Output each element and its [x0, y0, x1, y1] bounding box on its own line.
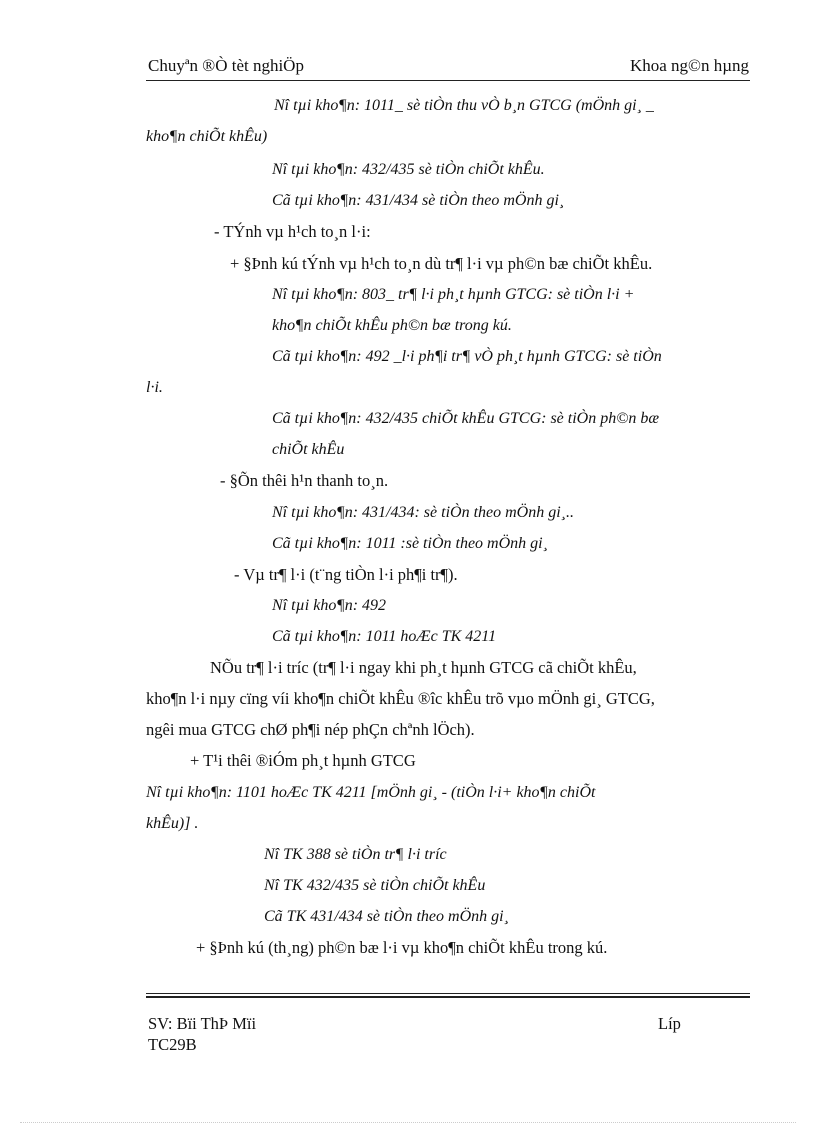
body-line: Nî tµi kho¶n: 803_ tr¶ l·i ph¸t hµnh GTCG: sè tiÒn l·i + [272, 286, 635, 303]
body-line: Cã tµi kho¶n: 1011 :sè tiÒn theo mÖnh gi¸ [272, 535, 548, 552]
body-line: khÊu)] . [146, 815, 199, 832]
body-line: kho¶n chiÕt khÊu ph©n bæ trong kú. [272, 317, 512, 334]
body-line: ngêi mua GTCG chØ ph¶i nép phÇn chªnh lÖch). [146, 720, 475, 739]
body-line: - TÝnh vµ h¹ch to¸n l·i: [214, 222, 371, 241]
body-line: Nî tµi kho¶n: 1011_ sè tiÒn thu vÒ b¸n GTCG (mÖnh gi¸ _ [274, 97, 654, 114]
body-line: Nî tµi kho¶n: 432/435 sè tiÒn chiÕt khÊu. [272, 161, 545, 178]
body-line: chiÕt khÊu [272, 441, 345, 458]
body-line: Cã tµi kho¶n: 432/435 chiÕt khÊu GTCG: sè tiÒn ph©n bæ [272, 410, 660, 427]
body-line: Cã tµi kho¶n: 492 _l·i ph¶i tr¶ vÒ ph¸t hµnh GTCG: sè tiÒn [272, 348, 662, 365]
body-line: - §Õn thêi h¹n thanh to¸n. [220, 471, 389, 490]
body-line: kho¶n l·i nµy cïng víi kho¶n chiÕt khÊu ®îc khÊu trõ vµo mÖnh gi¸ GTCG, [146, 689, 655, 708]
footer-class-label: Líp [658, 1014, 681, 1033]
body-line: Nî TK 432/435 sè tiÒn chiÕt khÊu [264, 877, 486, 894]
body-line: Cã TK 431/434 sè tiÒn theo mÖnh gi¸ [264, 908, 509, 925]
body-line: + §Þnh kú (th¸ng) ph©n bæ l·i vµ kho¶n chiÕt khÊu trong kú. [196, 938, 608, 957]
footer-rule-thick [146, 996, 750, 998]
header-left-title: Chuyªn ®Ò tèt nghiÖp [148, 56, 304, 75]
body-line: - Vµ tr¶ l·i (t¨ng tiÒn l·i ph¶i tr¶). [234, 565, 458, 584]
body-line: kho¶n chiÕt khÊu) [146, 128, 268, 145]
body-line: + T¹i thêi ®iÓm ph¸t hµnh GTCG [190, 751, 416, 770]
body-line: Cã tµi kho¶n: 1011 hoÆc TK 4211 [272, 628, 497, 645]
body-line: l·i. [146, 379, 163, 396]
footer-student-name: SV: Bïi ThÞ Mïi [148, 1014, 257, 1033]
body-line: Nî tµi kho¶n: 1101 hoÆc TK 4211 [mÖnh gi¸ - (tiÒn l·i+ kho¶n chiÕt [146, 784, 596, 801]
body-line: Nî TK 388 sè tiÒn tr¶ l·i tríc [264, 846, 447, 863]
body-line: Nî tµi kho¶n: 431/434: sè tiÒn theo mÖnh gi¸.. [272, 504, 574, 521]
body-line: + §Þnh kú tÝnh vµ h¹ch to¸n dù tr¶ l·i vµ ph©n bæ chiÕt khÊu. [230, 254, 653, 273]
header-rule [146, 80, 750, 81]
header-right-title: Khoa ng©n hµng [629, 56, 749, 75]
body-line: NÕu tr¶ l·i tríc (tr¶ l·i ngay khi ph¸t hµnh GTCG cã chiÕt khÊu, [210, 658, 637, 677]
body-line: Cã tµi kho¶n: 431/434 sè tiÒn theo mÖnh gi¸ [272, 192, 565, 209]
footer-rule [146, 993, 750, 994]
body-line: Nî tµi kho¶n: 492 [272, 597, 387, 614]
footer-class-code: TC29B [148, 1035, 197, 1054]
